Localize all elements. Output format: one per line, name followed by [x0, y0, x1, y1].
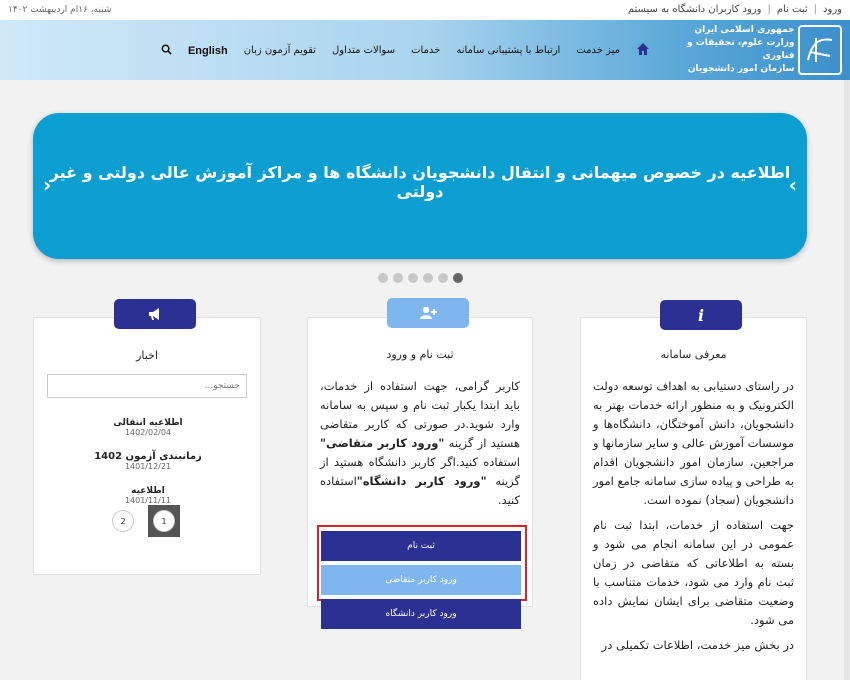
slider-dot[interactable]	[393, 273, 403, 283]
news-item[interactable]	[34, 418, 262, 437]
news-item-date: 1402/02/04	[124, 428, 172, 437]
announcement-slider[interactable]	[33, 113, 807, 259]
register-text: کاربر گرامی، جهت استفاده از خدمات، باید ابتدا یکبار ثبت نام و سپس به سامانه وارد شوید.در صورتی که کاربر متقاضی هستید از گزینه	[320, 379, 520, 450]
english-link[interactable]: English	[187, 44, 228, 57]
header	[0, 20, 850, 80]
megaphone-icon	[114, 299, 196, 329]
top-bar	[0, 0, 850, 20]
top-links	[628, 4, 842, 15]
page-scrollbar[interactable]	[844, 80, 850, 680]
intro-paragraph: در راستای دستیابی به اهداف توسعه دولت الکترونیک و به منظور ارائه خدمات بهتر به دانشجویان، دانش آموختگان، دانشگاه‌ها و موسسات آموزش عالی و سایر سازمانها و مراجعین، سازمان امور دانشجویان اقدام به طراحی و پیاده سازی سامانه جامع امور دانشجویان (سجاد) نموده است.	[593, 379, 794, 507]
news-item[interactable]	[34, 486, 262, 505]
separator: |	[767, 4, 771, 15]
nav-faq[interactable]: سوالات متداول	[331, 45, 396, 56]
slider-dot[interactable]	[378, 273, 388, 283]
login-link[interactable]: ورود	[823, 4, 842, 15]
emblem-icon	[798, 25, 842, 75]
register-text: استفاده کنید.اگر کاربر دانشگاه هستید از گزینه	[320, 455, 520, 488]
main-nav	[161, 42, 650, 59]
register-text-bold: "ورود کاربر دانشگاه"	[356, 474, 487, 488]
university-login-button[interactable]: ورود کاربر دانشگاه	[321, 599, 521, 629]
news-search-input[interactable]	[47, 374, 247, 398]
register-text: استفاده کنید.	[320, 474, 520, 507]
news-item-title[interactable]: اطلاعیه	[131, 486, 165, 496]
slider-dot[interactable]	[408, 273, 418, 283]
news-title: اخبار	[136, 349, 158, 362]
news-item[interactable]	[34, 451, 262, 471]
logo-line: جمهوری اسلامی ایران	[694, 25, 795, 35]
news-item-date: 1401/11/11	[124, 496, 172, 505]
slider-dot-active[interactable]	[453, 273, 463, 283]
register-description	[308, 361, 532, 510]
intro-paragraph: در بخش میز خدمت، اطلاعات تکمیلی در	[601, 638, 794, 652]
slider-prev-arrow-icon[interactable]: ›	[788, 173, 797, 197]
logo-line: وزارت علوم، تحقیقات و فناوری	[687, 38, 795, 61]
page-active-wrapper	[148, 505, 180, 537]
nav-language-exam-calendar[interactable]: تقویم آزمون زبان	[243, 45, 316, 56]
university-login-link[interactable]: ورود کاربران دانشگاه به سیستم	[627, 4, 762, 15]
intro-paragraph: جهت استفاده از خدمات، ابتدا ثبت نام عمومی در این سامانه انجام می شود و بسته به اطلاعاتی که متقاضی در زمان ثبت نام وارد می شود، خدمات متناسب با وضعیت متقاضی برای ایشان نمایش داده می شود.	[593, 518, 794, 627]
news-item-title[interactable]: اطلاعیه انتقالی	[113, 418, 183, 428]
slide-text[interactable]: اطلاعیه در خصوص میهمانی و انتقال دانشجویان دانشگاه ها و مراکز آموزش عالی دولتی و غیر دولتی	[49, 163, 791, 201]
logo-line: سازمان امور دانشجویان	[687, 64, 795, 74]
nav-support[interactable]: ارتباط با پشتیبانی سامانه	[456, 45, 561, 56]
register-card	[307, 317, 533, 619]
page-button-active[interactable]: 1	[153, 510, 175, 532]
register-button[interactable]: ثبت نام	[321, 531, 521, 561]
page-button[interactable]: 2	[112, 510, 134, 532]
register-text-bold: "ورود کاربر متقاضی"	[320, 436, 445, 450]
intro-title: معرفی سامانه	[660, 348, 727, 361]
slider-dots	[378, 273, 463, 283]
user-plus-icon	[387, 298, 469, 328]
home-icon[interactable]	[636, 42, 650, 59]
search-icon[interactable]	[161, 44, 172, 58]
logo[interactable]	[672, 24, 842, 76]
slider-next-arrow-icon[interactable]: ‹	[43, 173, 52, 197]
register-link[interactable]: ثبت نام	[776, 4, 808, 15]
news-pagination	[112, 510, 180, 537]
nav-service-desk[interactable]: میز خدمت	[576, 45, 620, 56]
slider-dot[interactable]	[438, 273, 448, 283]
logo-text	[672, 24, 794, 76]
slider-dot[interactable]	[423, 273, 433, 283]
news-item-date: 1401/12/21	[124, 462, 172, 471]
applicant-login-button[interactable]: ورود کاربر متقاضی	[321, 565, 521, 595]
register-title: ثبت نام و ورود	[386, 348, 454, 361]
info-icon: i	[660, 300, 742, 330]
news-card	[33, 317, 261, 575]
news-item-title[interactable]: زمانبندی آزمون 1402	[94, 451, 202, 462]
intro-card	[580, 317, 807, 680]
separator: |	[813, 4, 818, 15]
nav-services[interactable]: خدمات	[411, 45, 441, 56]
current-date: شنبه، ۱۶ام اردیبهشت ۱۴۰۲	[8, 5, 112, 15]
